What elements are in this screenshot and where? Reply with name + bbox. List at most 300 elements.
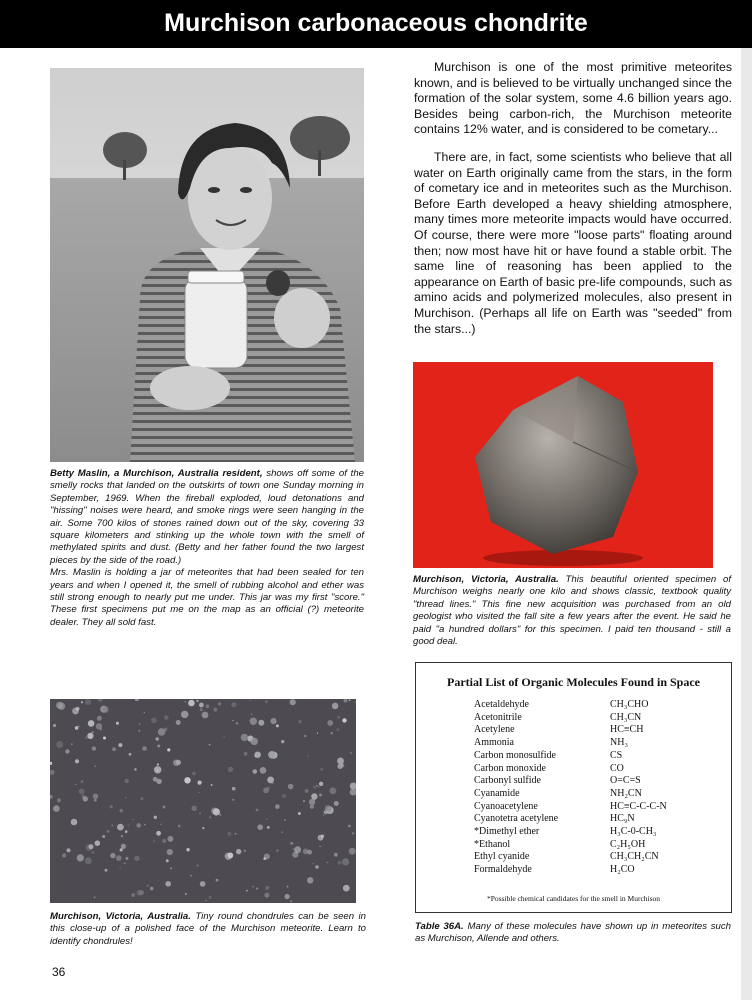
chondrule-speck: [350, 783, 356, 790]
chondrule-speck: [265, 700, 268, 703]
chondrule-speck: [232, 787, 236, 791]
chondrule-speck: [125, 779, 129, 783]
chondrule-speck: [131, 893, 135, 897]
molecule-formula: H₂CO: [610, 864, 635, 876]
photo-chondrules-closeup: [50, 699, 356, 903]
chondrule-speck: [355, 701, 356, 702]
chondrule-speck: [95, 840, 101, 846]
molecule-formula: NH₂CN: [610, 787, 642, 799]
photo-murchison-specimen: [413, 362, 713, 568]
chondrule-speck: [244, 752, 248, 756]
chondrule-speck: [348, 825, 351, 828]
chondrule-speck: [305, 789, 309, 793]
chondrule-speck: [199, 792, 200, 793]
chondrule-speck: [185, 893, 187, 895]
page-edge: [741, 48, 752, 1000]
table-row: [474, 851, 724, 864]
chondrule-speck: [178, 825, 181, 828]
chondrule-speck: [256, 887, 258, 889]
chondrule-speck: [260, 767, 267, 774]
page-number: 36: [52, 965, 66, 979]
caption-chondrules: [50, 911, 366, 948]
chondrule-speck: [231, 702, 236, 707]
chondrules-texture: [50, 699, 356, 903]
chondrule-speck: [223, 736, 225, 738]
chondrule-speck: [57, 798, 61, 802]
molecule-formula: CH₃CHO: [610, 699, 649, 710]
page-title: Murchison carbonaceous chondrite: [164, 9, 588, 37]
chondrule-speck: [320, 768, 323, 771]
chondrule-speck: [250, 700, 251, 701]
chondrule-speck: [318, 786, 320, 788]
chondrule-speck: [85, 699, 91, 705]
chondrule-speck: [79, 789, 85, 795]
chondrule-speck: [266, 818, 268, 820]
chondrule-speck: [72, 708, 79, 715]
chondrule-speck: [298, 720, 301, 723]
chondrule-speck: [319, 846, 321, 848]
chondrule-speck: [116, 722, 119, 725]
chondrule-speck: [216, 879, 219, 882]
chondrule-speck: [162, 839, 166, 843]
chondrule-speck: [284, 819, 286, 821]
molecule-name: Acetonitrile: [474, 711, 522, 723]
chondrule-speck: [205, 900, 206, 901]
chondrule-speck: [103, 737, 106, 740]
chondrule-speck: [270, 718, 276, 724]
photo-betty-maslin: [50, 68, 364, 462]
chondrule-speck: [50, 795, 53, 799]
chondrule-speck: [276, 849, 279, 852]
table-row: [474, 699, 724, 712]
chondrule-speck: [151, 718, 157, 724]
chondrule-speck: [319, 794, 322, 797]
chondrule-speck: [87, 733, 93, 739]
chondrule-speck: [327, 720, 333, 726]
chondrule-speck: [176, 760, 181, 765]
chondrule-speck: [290, 842, 293, 845]
chondrule-speck: [192, 772, 196, 776]
chondrule-speck: [271, 782, 274, 785]
table-footnote: *Possible chemical candidates for the smell in Murchison: [486, 894, 661, 903]
chondrule-speck: [244, 850, 246, 852]
specimen-illustration: [413, 362, 713, 568]
chondrule-speck: [125, 797, 127, 799]
chondrule-speck: [186, 848, 189, 851]
chondrule-speck: [199, 812, 201, 814]
chondrule-speck: [78, 726, 79, 727]
chondrule-speck: [134, 856, 139, 861]
chondrule-speck: [88, 720, 95, 727]
chondrule-speck: [251, 738, 258, 745]
caption-chondrules-title: Murchison, Victoria, Australia.: [50, 911, 191, 922]
chondrule-speck: [337, 716, 340, 719]
chondrule-speck: [325, 805, 332, 812]
chondrule-speck: [265, 886, 269, 890]
chondrule-speck: [315, 865, 319, 869]
chondrule-speck: [184, 777, 190, 783]
chondrule-speck: [309, 799, 315, 805]
chondrule-speck: [154, 766, 161, 773]
chondrule-speck: [318, 835, 324, 841]
chondrule-speck: [331, 732, 333, 734]
chondrule-speck: [111, 825, 113, 827]
chondrule-speck: [157, 745, 160, 748]
chondrule-speck: [285, 894, 290, 899]
chondrule-speck: [342, 718, 346, 722]
chondrule-speck: [344, 699, 348, 703]
chondrule-speck: [89, 844, 94, 849]
chondrule-speck: [121, 835, 123, 837]
chondrule-speck: [312, 863, 314, 865]
chondrule-speck: [323, 814, 325, 816]
molecule-name: *Ethanol: [474, 838, 511, 850]
molecule-name: Formaldehyde: [474, 864, 532, 876]
chondrule-speck: [250, 718, 257, 725]
chondrule-speck: [334, 801, 339, 806]
chondrule-speck: [66, 848, 70, 852]
chondrule-speck: [110, 805, 113, 808]
chondrule-speck: [50, 770, 55, 775]
caption-table-text: Many of these molecules have shown up in meteorites such as Murchison, Allende and others.: [415, 921, 731, 945]
chondrule-speck: [135, 699, 139, 701]
chondrule-speck: [185, 701, 186, 702]
chondrule-speck: [196, 700, 198, 702]
chondrule-speck: [81, 701, 83, 703]
chondrule-speck: [126, 857, 129, 860]
chondrule-speck: [141, 797, 144, 800]
page-header: [0, 0, 752, 48]
chondrule-speck: [103, 706, 110, 713]
table-row: [474, 750, 724, 763]
chondrule-speck: [293, 848, 294, 849]
molecule-formula: CH₃CN: [610, 711, 642, 723]
chondrule-speck: [170, 867, 172, 869]
chondrule-speck: [166, 860, 169, 863]
chondrule-speck: [317, 733, 318, 734]
molecule-name: Cyanotetra acetylene: [474, 813, 559, 825]
table-row: [474, 788, 724, 801]
chondrule-speck: [162, 806, 165, 809]
chondrule-speck: [232, 799, 234, 801]
chondrule-speck: [142, 746, 147, 751]
chondrule-speck: [188, 700, 195, 707]
chondrule-speck: [267, 826, 270, 829]
chondrule-speck: [232, 720, 234, 722]
chondrule-speck: [253, 769, 258, 774]
chondrule-speck: [91, 851, 94, 854]
chondrule-speck: [156, 831, 161, 836]
molecule-name: Carbonyl sulfide: [474, 775, 541, 787]
chondrule-speck: [116, 855, 122, 861]
chondrule-speck: [290, 699, 296, 705]
chondrule-speck: [97, 716, 102, 721]
chondrule-speck: [352, 832, 354, 834]
chondrule-speck: [337, 728, 340, 731]
molecule-name: Carbon monoxide: [474, 762, 546, 774]
chondrule-speck: [150, 887, 154, 891]
molecule-formula: CH₃CH₂CN: [610, 851, 659, 863]
chondrule-speck: [198, 781, 202, 785]
chondrule-speck: [334, 853, 338, 857]
chondrule-speck: [310, 805, 314, 809]
molecule-name: *Dimethyl ether: [474, 826, 540, 837]
chondrule-speck: [252, 886, 254, 888]
molecule-formula: CO: [610, 762, 624, 774]
chondrule-speck: [129, 753, 132, 756]
chondrule-speck: [235, 833, 237, 835]
chondrule-speck: [330, 787, 337, 794]
chondrule-speck: [258, 720, 264, 726]
molecule-name: Carbon monosulfide: [474, 749, 556, 761]
chondrule-speck: [153, 840, 154, 841]
chondrule-speck: [92, 746, 96, 750]
intro-paragraph-1: Murchison is one of the most primitive meteorites known, and is believed to be virtually unchanged since the formation of the solar system, some 4.6 billion years ago. Besides being carbon-rich, the Murchison meteorite contains 12% water, and is considered to be cometary...: [414, 60, 732, 137]
chondrule-speck: [93, 794, 98, 799]
chondrule-speck: [75, 784, 76, 785]
chondrule-speck: [164, 715, 169, 720]
chondrule-speck: [94, 897, 96, 899]
chondrule-speck: [337, 763, 343, 769]
chondrule-speck: [313, 785, 317, 789]
caption-betty-maslin: [50, 468, 364, 629]
chondrule-speck: [241, 734, 248, 741]
molecule-formula: HC₉N: [610, 813, 635, 825]
chondrule-speck: [121, 844, 126, 849]
chondrule-speck: [96, 723, 102, 729]
chondrule-speck: [62, 853, 66, 857]
chondrule-speck: [144, 712, 146, 714]
chondrule-speck: [257, 824, 263, 830]
chondrule-speck: [156, 737, 159, 740]
chondrule-speck: [158, 728, 166, 736]
chondrule-speck: [288, 784, 294, 790]
chondrule-speck: [118, 743, 122, 747]
chondrule-speck: [144, 824, 146, 826]
chondrule-speck: [290, 900, 292, 902]
chondrule-speck: [236, 849, 241, 854]
chondrule-speck: [167, 836, 173, 842]
chondrule-speck: [307, 877, 313, 883]
caption-chondrules-text: Tiny round chondrules can be seen in this close-up of a polished face of the Murchison meteorite. Learn to identify chondrules!: [50, 911, 366, 947]
chondrule-speck: [332, 703, 339, 710]
table-row: [474, 813, 724, 826]
table-row: [474, 826, 724, 839]
chondrule-speck: [200, 708, 203, 711]
chondrule-speck: [304, 735, 306, 737]
molecule-formula: CS: [610, 749, 623, 761]
chondrule-speck: [268, 751, 276, 759]
chondrule-speck: [132, 819, 133, 820]
chondrule-speck: [246, 890, 248, 892]
chondrule-speck: [281, 740, 284, 743]
chondrule-speck: [236, 722, 239, 725]
chondrule-speck: [94, 765, 96, 767]
chondrule-speck: [160, 824, 162, 826]
chondrule-speck: [219, 814, 221, 816]
chondrule-speck: [98, 699, 103, 702]
chondrule-speck: [199, 703, 204, 708]
chondrule-speck: [349, 699, 351, 701]
molecule-formula: NH₃: [610, 737, 628, 749]
chondrule-speck: [181, 711, 188, 718]
chondrule-speck: [50, 762, 52, 765]
chondrule-speck: [298, 812, 301, 815]
table-row: [474, 801, 724, 814]
molecule-formula: C₂H₅OH: [610, 838, 646, 850]
chondrule-speck: [124, 862, 126, 864]
caption-betty-maslin-title: Betty Maslin, a Murchison, Australia resident,: [50, 468, 263, 479]
chondrule-speck: [65, 749, 69, 753]
table-row: [474, 712, 724, 725]
chondrule-speck: [275, 804, 280, 809]
chondrule-speck: [350, 752, 352, 754]
chondrule-speck: [139, 723, 141, 725]
chondrule-speck: [190, 875, 192, 877]
chondrule-speck: [294, 846, 301, 853]
chondrule-speck: [53, 805, 60, 812]
chondrule-speck: [127, 824, 129, 826]
chondrule-speck: [85, 857, 92, 864]
chondrule-speck: [350, 789, 356, 796]
table-row: [474, 737, 724, 750]
intro-paragraph-2: There are, in fact, some scientists who believe that all water on Earth originally came from the stars, in the form of cometary ice and in meteorites such as the Murchison. Before Earth developed a heavy shielding atmosphere, many times more meteorite impacts would have occurred. Of course, there were more "loose parts" floating around then; now most have hit or have found a stable orbit. The same line of reasoning has been applied to the appearance on Earth of basic pre-life compounds, such as amino acids and polymerized molecules, also present in Murchison. (Perhaps all life on Earth was "seeded" from the stars...): [414, 150, 732, 336]
chondrule-speck: [267, 787, 270, 790]
table-row: [474, 864, 724, 877]
chondrule-speck: [202, 712, 209, 719]
chondrule-speck: [191, 806, 197, 812]
caption-specimen-title: Murchison, Victoria, Australia.: [413, 574, 559, 585]
photo-betty-maslin-illustration: [50, 68, 364, 462]
caption-betty-maslin-text-2: Mrs. Maslin is holding a jar of meteorites that had been sealed for ten years and when I opened it, the smell of rubbing alcohol and ether was still strong enough to nearly put me under. This jar was my first "score." These first specimens put me on the map as an official (?) meteorite dealer. They all sold fast.: [50, 567, 364, 628]
chondrule-speck: [200, 881, 206, 887]
chondrule-speck: [71, 819, 78, 826]
caption-table: [415, 921, 731, 946]
table-row: [474, 763, 724, 776]
chondrule-speck: [342, 858, 349, 865]
chondrule-speck: [112, 747, 116, 751]
chondrule-speck: [209, 896, 212, 899]
chondrule-speck: [316, 785, 317, 786]
chondrule-speck: [227, 832, 231, 836]
chondrule-speck: [276, 724, 279, 727]
molecule-name: Acetaldehyde: [474, 699, 529, 710]
chondrule-speck: [303, 800, 305, 802]
chondrule-speck: [337, 758, 344, 765]
molecule-name: Cyanamide: [474, 787, 520, 799]
chondrule-speck: [311, 793, 317, 799]
chondrule-speck: [77, 854, 84, 861]
caption-specimen-text: This beautiful oriented specimen of Murchison weighs nearly one kilo and shows classic, textbook quality "thread lines." This fine new acquisition was purchased from an old geologist who visited the fall site a few years after the event. He said he paid "a hundred dollars" for this specimen. I paid ten thousand - still a good deal.: [413, 574, 731, 648]
molecule-name: Ammonia: [474, 737, 514, 749]
chondrule-speck: [53, 724, 56, 727]
chondrule-speck: [154, 816, 157, 819]
chondrule-speck: [319, 782, 323, 786]
chondrule-speck: [117, 824, 124, 831]
caption-murchison-specimen: [413, 574, 731, 648]
chondrule-speck: [138, 730, 140, 732]
chondrule-speck: [56, 741, 63, 748]
molecule-name: Ethyl cyanide: [474, 851, 530, 863]
chondrule-speck: [134, 768, 137, 771]
chondrule-speck: [343, 885, 350, 892]
table-row: [474, 724, 724, 737]
chondrule-speck: [157, 763, 159, 765]
chondrule-speck: [167, 849, 173, 855]
chondrule-speck: [167, 748, 170, 751]
molecule-formula: H₃C-0-CH₃: [610, 826, 657, 837]
molecule-formula: O=C=S: [610, 775, 641, 787]
chondrule-speck: [153, 777, 158, 782]
molecule-formula: HC≡CH: [610, 724, 644, 736]
chondrule-speck: [209, 744, 211, 746]
chondrule-speck: [110, 853, 115, 858]
chondrule-speck: [119, 867, 121, 869]
chondrule-speck: [228, 767, 233, 772]
chondrule-speck: [263, 857, 266, 860]
chondrule-speck: [136, 890, 142, 896]
chondrule-speck: [228, 853, 234, 859]
chondrule-speck: [165, 881, 171, 887]
chondrule-speck: [71, 743, 73, 745]
chondrule-speck: [136, 823, 141, 828]
molecule-name: Acetylene: [474, 724, 515, 736]
chondrule-speck: [338, 861, 342, 865]
chondrule-speck: [281, 831, 283, 833]
chondrule-speck: [264, 893, 269, 898]
molecule-formula: HC≡C-C-C-N: [610, 800, 667, 812]
chondrule-speck: [209, 816, 211, 818]
chondrule-speck: [196, 864, 198, 866]
table-row: [474, 839, 724, 852]
chondrule-speck: [218, 702, 221, 705]
chondrule-speck: [83, 796, 88, 801]
chondrule-speck: [105, 869, 108, 872]
chondrule-speck: [102, 835, 105, 838]
chondrule-speck: [211, 784, 213, 786]
chondrule-speck: [147, 885, 149, 887]
organic-molecules-table: [415, 662, 732, 913]
chondrule-speck: [256, 809, 259, 812]
chondrule-speck: [282, 794, 286, 798]
chondrule-speck: [120, 809, 123, 812]
chondrule-speck: [176, 720, 181, 725]
chondrule-speck: [303, 849, 309, 855]
chondrule-speck: [287, 886, 289, 888]
chondrule-speck: [81, 780, 84, 783]
chondrule-speck: [75, 759, 79, 763]
chondrule-speck: [125, 830, 128, 833]
chondrule-speck: [202, 827, 204, 829]
chondrule-speck: [120, 848, 123, 851]
chondrule-speck: [92, 731, 94, 733]
caption-betty-maslin-text: shows off some of the smelly rocks that landed on the outskirts of town one Sunday morning in September, 1969. When the fireball exploded, loud detonations and "hissing" noises were heard, and smoke rings were seen hanging in the air. Some 700 kilos of stones rained down out of the sky, covering 33 square kilometers and stinking up the whole town with the smell of methylated spirits and dust. (Betty and her father found the two largest pieces by the side of the road.): [50, 468, 364, 566]
chondrule-speck: [94, 799, 97, 802]
table-title: Partial List of Organic Molecules Found in Space: [447, 675, 700, 689]
chondrule-speck: [58, 703, 65, 710]
chondrule-speck: [251, 714, 252, 715]
chondrule-speck: [206, 704, 210, 708]
table-row: [474, 775, 724, 788]
chondrule-speck: [255, 752, 261, 758]
chondrule-speck: [213, 808, 220, 815]
chondrule-speck: [213, 708, 217, 712]
chondrule-speck: [107, 830, 110, 833]
chondrule-speck: [75, 726, 79, 730]
molecule-name: Cyanoacetylene: [474, 800, 538, 812]
chondrule-speck: [327, 862, 329, 864]
chondrule-speck: [349, 848, 356, 855]
